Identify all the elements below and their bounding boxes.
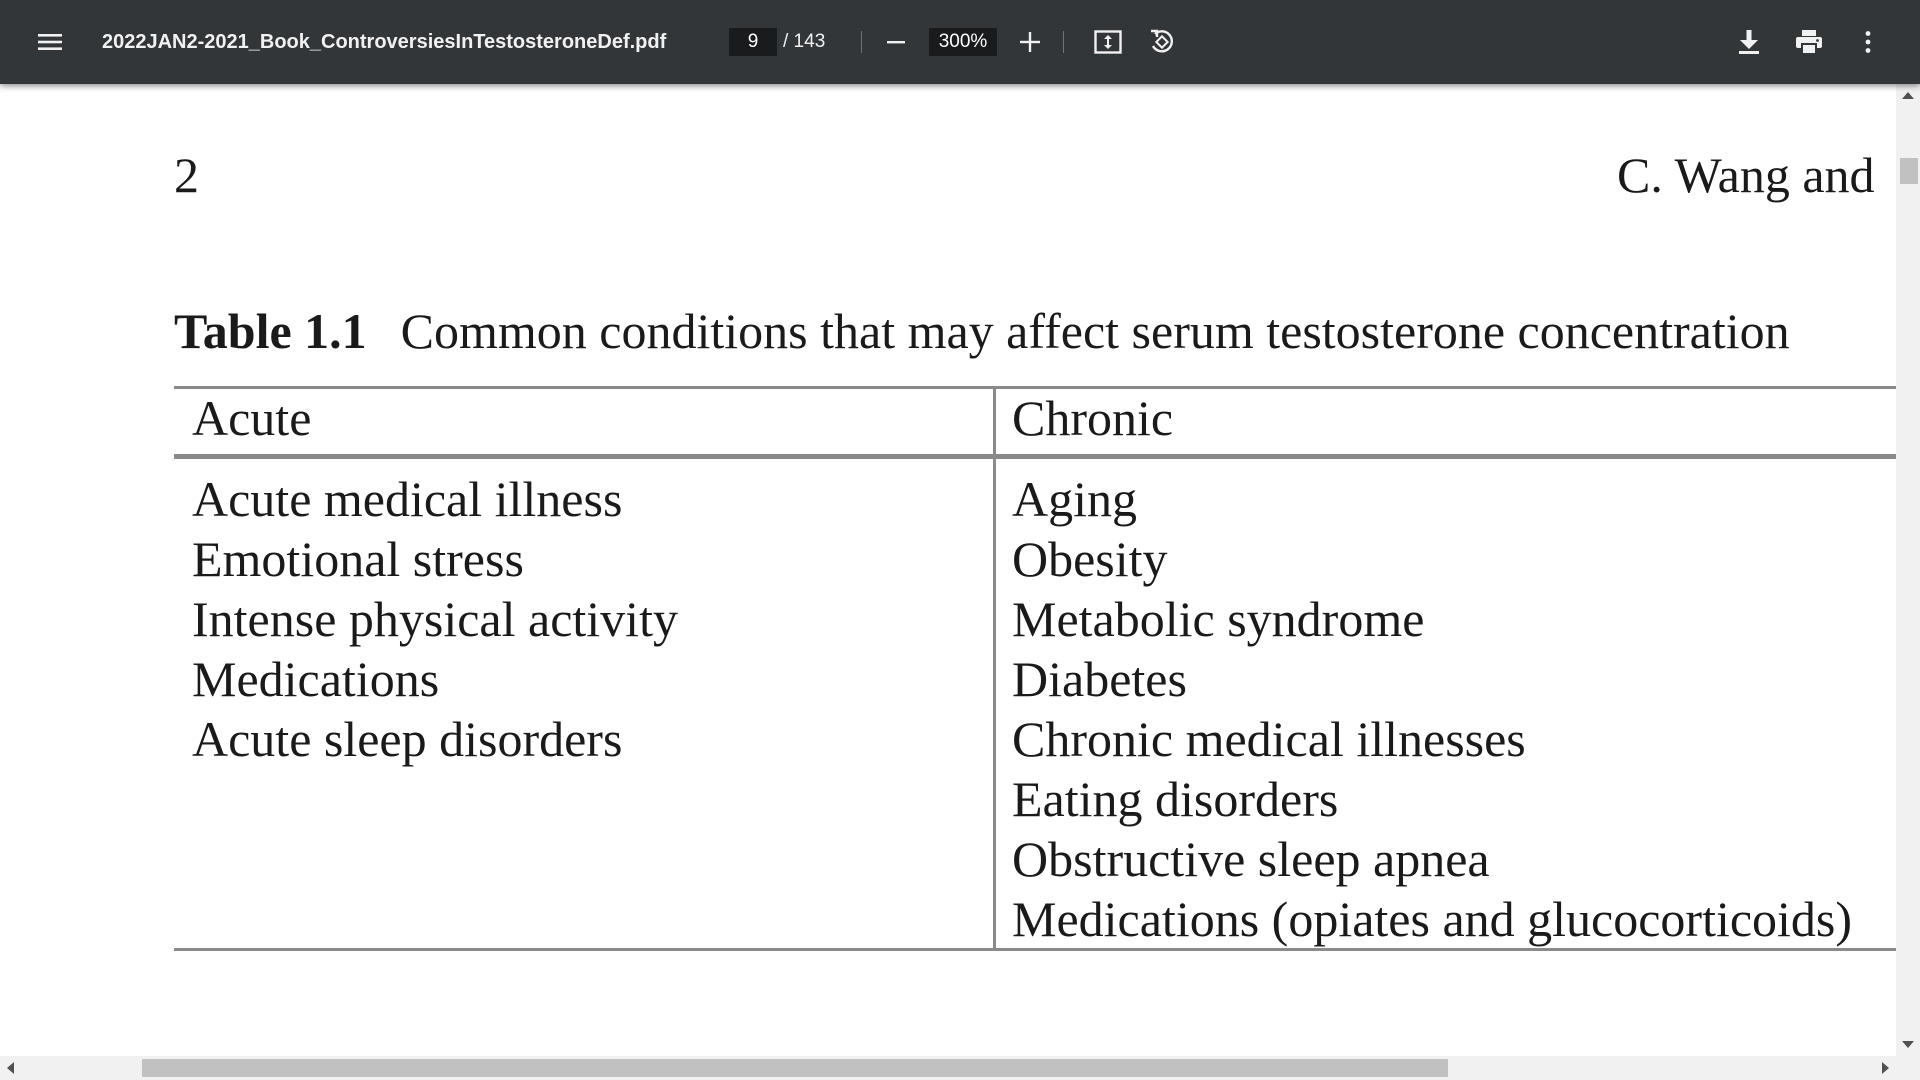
more-vertical-icon (1864, 30, 1872, 54)
list-item: Obstructive sleep apnea (1012, 831, 1490, 887)
acute-conditions-list (192, 466, 678, 766)
table-title: Common conditions that may affect serum testosterone concentration (400, 303, 1790, 359)
page-total: / 143 (783, 31, 826, 52)
horizontal-scroll-thumb[interactable] (142, 1059, 1448, 1077)
more-options-button[interactable] (1848, 22, 1888, 62)
scroll-right-arrow-icon[interactable] (1882, 1062, 1889, 1074)
fit-to-page-icon (1094, 30, 1122, 54)
table-column-divider (993, 386, 996, 951)
table-bottom-rule (174, 948, 1896, 951)
running-head: C. Wang and (1617, 147, 1875, 203)
list-item: Aging (1012, 471, 1137, 527)
horizontal-scrollbar[interactable] (0, 1056, 1896, 1080)
list-item: Chronic medical illnesses (1012, 711, 1526, 767)
list-item: Obesity (1012, 531, 1168, 587)
list-item: Metabolic syndrome (1012, 591, 1425, 647)
zoom-level-input[interactable] (929, 28, 997, 56)
page-number-input[interactable] (729, 28, 777, 56)
table-label: Table 1.1 (174, 303, 367, 359)
rotate-icon (1148, 28, 1176, 56)
zoom-in-button[interactable] (1010, 22, 1050, 62)
scroll-up-arrow-icon[interactable] (1902, 92, 1914, 99)
chronic-conditions-list (1012, 466, 1852, 946)
toolbar-divider (1063, 31, 1064, 53)
list-item: Medications (opiates and glucocorticoids) (1012, 891, 1853, 947)
list-item: Medications (192, 651, 440, 707)
scroll-down-arrow-icon[interactable] (1902, 1041, 1914, 1048)
download-button[interactable] (1729, 22, 1769, 62)
toolbar-divider (861, 31, 862, 53)
document-viewport[interactable] (0, 84, 1896, 1056)
download-icon (1738, 29, 1760, 55)
list-item: Eating disorders (1012, 771, 1339, 827)
list-item: Emotional stress (192, 531, 524, 587)
file-name: 2022JAN2-2021_Book_ControversiesInTestosteroneDef.pdf (102, 31, 667, 53)
menu-button[interactable] (26, 22, 74, 62)
print-icon (1795, 29, 1823, 55)
fit-to-page-button[interactable] (1088, 22, 1128, 62)
minus-icon (886, 32, 906, 52)
plus-icon (1019, 31, 1041, 53)
table-top-rule (174, 386, 1896, 389)
list-item: Acute medical illness (192, 471, 623, 527)
page-number: 2 (174, 147, 199, 203)
list-item: Acute sleep disorders (192, 711, 623, 767)
print-button[interactable] (1789, 22, 1829, 62)
rotate-button[interactable] (1142, 22, 1182, 62)
table-caption (174, 303, 1790, 359)
vertical-scrollbar[interactable] (1896, 84, 1920, 1056)
column-header-acute: Acute (192, 390, 312, 446)
list-item: Diabetes (1012, 651, 1187, 707)
pdf-toolbar (0, 0, 1920, 84)
vertical-scroll-thumb[interactable] (1900, 158, 1918, 184)
scroll-left-arrow-icon[interactable] (7, 1062, 14, 1074)
table-header-rule (174, 454, 1896, 459)
zoom-out-button[interactable] (876, 22, 916, 62)
list-item: Intense physical activity (192, 591, 678, 647)
scrollbar-corner (1896, 1056, 1920, 1080)
menu-icon (37, 32, 63, 52)
column-header-chronic: Chronic (1012, 390, 1174, 446)
